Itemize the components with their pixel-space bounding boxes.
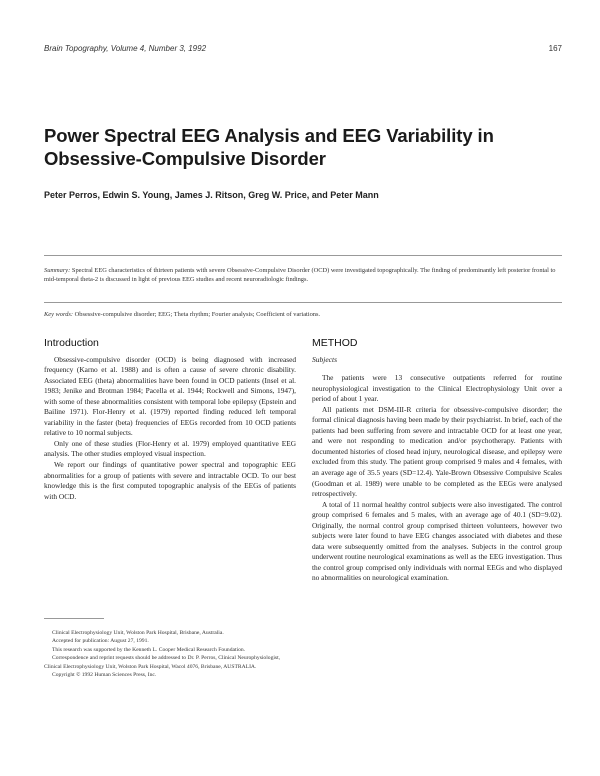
introduction-paragraph: We report our findings of quantitative power spectral and topographic EEG abnormalities for a group of patients with severe and intractable OCD. To our best knowledge this is the first computed topographic analysis of the EEGs of patients with OCD. — [44, 460, 296, 501]
footnotes — [44, 618, 296, 679]
method-paragraph: The patients were 13 consecutive outpatients referred for routine neurophysiological investigation to the Clinical Electrophysiology Unit over a period of about 1 year. — [312, 373, 562, 404]
affiliation-note: Clinical Electrophysiology Unit, Wolston Park Hospital, Brisbane, Australia. — [52, 630, 224, 636]
divider — [44, 302, 562, 303]
abstract-text: Spectral EEG characteristics of thirteen patients with severe Obsessive-Compulsive Disorder (OCD) were investigated topographically. The finding of predominantly left posterior frontal to mid-temporal theta-2 is discussed in light of previous EEG studies and recent neuroradiologic findings. — [44, 267, 556, 284]
introduction-paragraph: Only one of these studies (Flor-Henry et al. 1979) employed quantitative EEG analysis. The other studies employed visual inspection. — [44, 438, 296, 459]
funding-note: This research was supported by the Kenneth L. Cooper Medical Research Foundation. — [52, 646, 246, 653]
acceptance-note: Accepted for publication: August 27, 1991. — [52, 638, 149, 645]
keywords-text: Obsessive-compulsive disorder; EEG; Theta rhythm; Fourier analysis; Coefficient of variations. — [74, 311, 321, 318]
abstract-label: Summary: — [44, 267, 71, 274]
method-paragraph: All patients met DSM-III-R criteria for obsessive-compulsive disorder; the formal clinical diagnosis having been made by their psychiatrist. In brief, each of the patients had been suffering from severe and intractable OCD for at least one year, and were not responding to medication and/or psychotherapy. Patients with documented histories of closed head injury, neurological disease, and epilepsy were excluded from this study. The patient group comprised 9 males and 4 females, with an average age of 35.5 years (SD=12.4). Yale-Brown Obsessive Compulsive Scales (Goodman et al. 1989) were unable to be completed as the EEGs were analysed retrospectively. — [312, 404, 562, 499]
introduction-heading: Introduction — [44, 337, 99, 349]
keywords — [44, 310, 562, 319]
copyright-note: Copyright © 1992 Human Sciences Press, Inc. — [52, 672, 157, 679]
introduction-paragraph: Obsessive-compulsive disorder (OCD) is being diagnosed with increased frequency (Karno et al. 1988) and is often a cause of severe chronic disability. Associated EEG (theta) abnormalities have been found in OCD patients (Insel et al. 1983; Jenike and Brotman 1984; Pacella et al. 1944; Rockwell and Simons, 1947), with some of these abnormalities consistent with temporal lobe epilepsy (Epstein and Bailine 1971). Flor-Henry et al. (1979) reported finding reduced left temporal variability in the faster (beta) frequencies of EEGs recorded from 10 OCD patients relative to 10 normal subjects. — [44, 354, 296, 438]
footnote-rule — [44, 618, 104, 619]
article-title: Power Spectral EEG Analysis and EEG Variability in Obsessive-Compulsive Disorder — [44, 125, 494, 169]
right-column — [312, 338, 562, 584]
method-paragraph: A total of 11 normal healthy control subjects were also investigated. The control group comprised 6 females and 5 males, with an average age of 40.1 (SD=9.02). Originally, the normal control group comprised thirteen volunteers, however two subjects were later found to have EEG changes associated with diabetes and these data were subsequently omitted from the analyses. Subjects in the control group underwent routine neurological examinations as well as the EEG investigation. Thus the control group comprised only individuals with normal EEGs and who displayed no abnormalities on neurological examination. — [312, 499, 562, 583]
abstract — [44, 266, 562, 284]
subjects-subheading: Subjects — [312, 354, 337, 364]
divider — [44, 255, 562, 256]
author-list: Peter Perros, Edwin S. Young, James J. Ritson, Greg W. Price, and Peter Mann — [44, 190, 379, 200]
journal-citation: Brain Topography, Volume 4, Number 3, 1992 — [44, 44, 207, 53]
correspondence-note: Correspondence and reprint requests should be addressed to Dr. P. Perros, Clinical Neurophysiologist, Clinical Electrophysiology Unit, Wolston Park Hospital, Wacol 4076, Brisbane, AUSTRALIA. — [44, 655, 281, 670]
left-column — [44, 338, 296, 502]
method-heading: METHOD — [312, 337, 358, 349]
page-number: 167 — [548, 44, 562, 53]
keywords-label: Key words: — [44, 311, 74, 318]
